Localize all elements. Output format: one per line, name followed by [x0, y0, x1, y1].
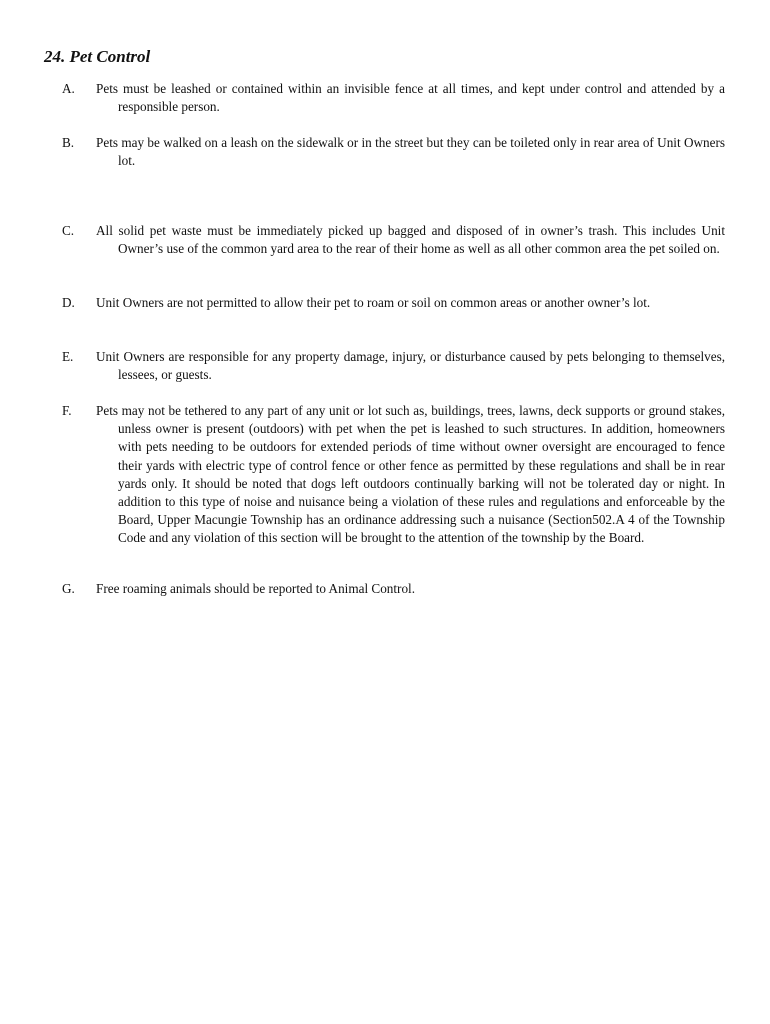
section-title: 24. Pet Control — [44, 47, 151, 66]
rule-item-d: D. Unit Owners are not permitted to allow their pet to roam or soil on common areas or another owner’s lot. — [62, 295, 651, 310]
rule-text: All solid pet waste must be immediately picked up bagged and disposed of in owner’s trash. This includes Unit Owner’s use of the common yard area to the rear of their home as well as all other common area the pet soiled on. — [96, 223, 725, 257]
rule-text: Free roaming animals should be reported to Animal Control. — [96, 581, 416, 596]
rule-item-c: C. All solid pet waste must be immediately picked up bagged and disposed of in owner’s trash. This includes Unit Owner’s use of the common yard area to the rear of their home as well as all other common area the pet soiled on. — [62, 223, 725, 257]
rule-item-e: E. Unit Owners are responsible for any property damage, injury, or disturbance caused by pets belonging to themselves, lessees, or guests. — [62, 349, 725, 383]
rule-item-a: A. Pets must be leashed or contained within an invisible fence at all times, and kept under control and attended by a responsible person. — [62, 81, 725, 115]
rule-text: Unit Owners are responsible for any property damage, injury, or disturbance caused by pets belonging to themselves, lessees, or guests. — [96, 349, 725, 383]
rule-text: Unit Owners are not permitted to allow their pet to roam or soil on common areas or another owner’s lot. — [96, 295, 651, 310]
rule-item-g: G. Free roaming animals should be reported to Animal Control. — [62, 581, 416, 596]
rule-text: Pets must be leashed or contained within an invisible fence at all times, and kept under control and attended by a responsible person. — [96, 81, 725, 115]
rule-text: Pets may be walked on a leash on the sidewalk or in the street but they can be toileted only in rear area of Unit Owners lot. — [96, 135, 725, 169]
rule-text: Pets may not be tethered to any part of any unit or lot such as, buildings, trees, lawns, deck supports or ground stakes, unless owner is present (outdoors) with pet when the pet is leashed to such structures. In addition, homeowners with pets needing to be outdoors for extended periods of time without owner oversight are encouraged to fence their yards with electric type of control fence or other fence as permitted by these regulations and shall be in rear yards only. It should be noted that dogs left outdoors continually barking will not be tolerated day or night. In addition to this type of noise and nuisance being a violation of these rules and regulations and enforceable by the Board, Upper Macungie Township has an ordinance addressing such a nuisance (Section502.A 4 of the Township Code and any violation of this section will be brought to the attention of the township by the Board. — [96, 403, 725, 546]
rule-item-f: F. Pets may not be tethered to any part of any unit or lot such as, buildings, trees, lawns, deck supports or ground stakes, unless owner is present (outdoors) with pet when the pet is leashed to such structures. In addition, homeowners with pets needing to be outdoors for extended periods of time without owner oversight are encouraged to fence their yards with electric type of control fence or other fence as permitted by these regulations and shall be in rear yards only. It should be noted that dogs left outdoors continually barking will not be tolerated day or night. In addition to this type of noise and nuisance being a violation of these rules and regulations and enforceable by the Board, Upper Macungie Township has an ordinance addressing such a nuisance (Section502.A 4 of the Township Code and any violation of this section will be brought to the attention of the township by the Board. — [62, 403, 725, 546]
rule-item-b: B. Pets may be walked on a leash on the sidewalk or in the street but they can be toileted only in rear area of Unit Owners lot. — [62, 135, 725, 169]
